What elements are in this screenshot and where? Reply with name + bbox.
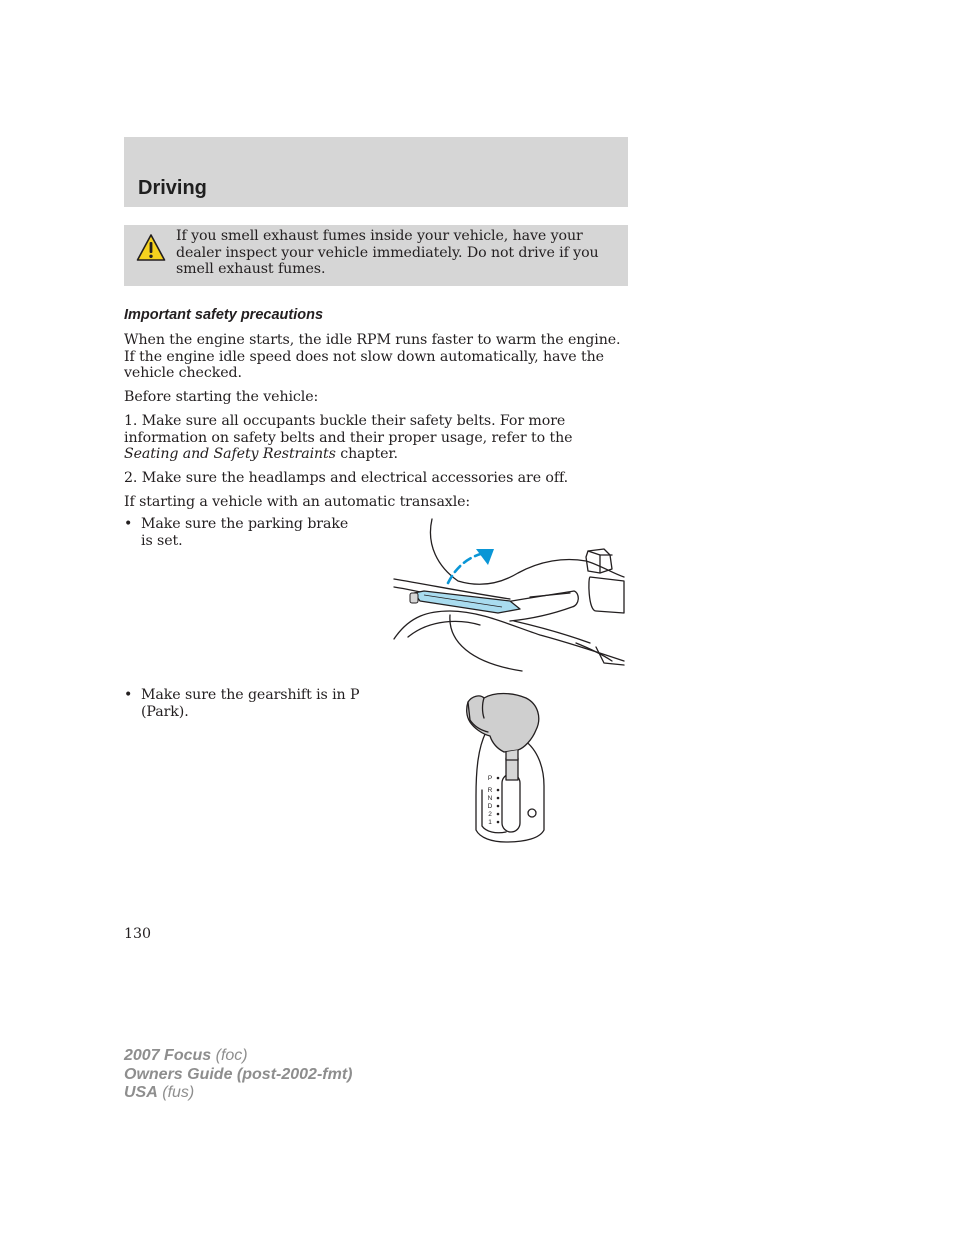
bullet-text: Make sure the gearshift is in P (Park).: [141, 687, 360, 720]
gear-label-2: 2: [488, 811, 492, 818]
parking-brake-illustration: [390, 515, 626, 675]
step-1-paragraph: [124, 413, 628, 463]
subheading: Important safety precautions: [124, 307, 324, 323]
gear-label-p: P: [487, 775, 493, 782]
idle-paragraph: When the engine starts, the idle RPM runs faster to warm the engine. If the engine idle speed does not slow down automatically, have the vehicle checked.: [124, 332, 621, 381]
footer-guide-line: [124, 1066, 352, 1085]
warning-triangle-icon: [136, 233, 166, 263]
gear-label-r: R: [487, 787, 493, 794]
chapter-reference: Seating and Safety Restraints: [124, 446, 336, 462]
section-header: [124, 137, 628, 207]
step-1-end: chapter.: [335, 446, 398, 462]
footer-market-line: [124, 1084, 352, 1103]
gear-label-n: N: [487, 795, 493, 802]
section-title: Driving: [138, 177, 207, 199]
footer-model-line: [124, 1047, 352, 1066]
footer: [124, 1047, 352, 1103]
bullet-dot: •: [124, 687, 133, 703]
gear-label-d: D: [487, 803, 493, 810]
bullet-text: Make sure the parking brake is set.: [141, 516, 349, 549]
page-number: 130: [124, 926, 152, 942]
footer-model: 2007 Focus: [124, 1047, 212, 1064]
footer-model-code: (foc): [215, 1047, 248, 1064]
footer-market: USA: [124, 1084, 158, 1101]
warning-box: [124, 225, 628, 286]
bullet-dot: •: [124, 516, 133, 532]
list-item-gearshift: [124, 687, 364, 720]
before-paragraph: Before starting the vehicle:: [124, 389, 319, 405]
step-1-text: 1. Make sure all occupants buckle their safety belts. For more information on safety belts and their proper usage, refer to the: [124, 413, 573, 446]
list-item-parking-brake: [124, 516, 364, 549]
step-2-paragraph: 2. Make sure the headlamps and electrical accessories are off.: [124, 470, 569, 486]
gearshift-illustration: [460, 690, 550, 845]
gear-label-1: 1: [488, 819, 492, 826]
footer-market-code: (fus): [162, 1084, 195, 1101]
warning-text: If you smell exhaust fumes inside your vehicle, have your dealer inspect your vehicle immediately. Do not drive if you smell exhaust fumes.: [176, 228, 599, 277]
footer-guide: Owners Guide (post-2002-fmt): [124, 1065, 353, 1083]
automatic-paragraph: If starting a vehicle with an automatic transaxle:: [124, 494, 471, 510]
